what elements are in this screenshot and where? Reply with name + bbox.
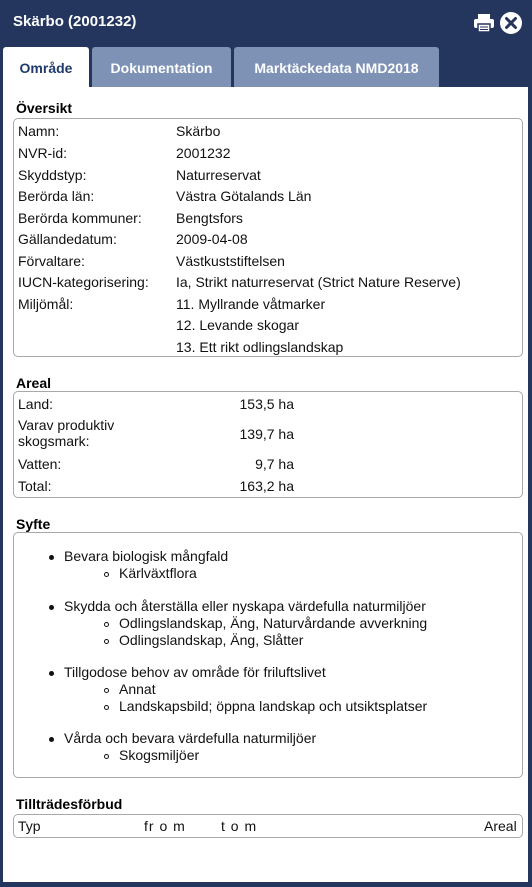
value-berorda-lan: Västra Götalands Län — [176, 188, 312, 204]
print-icon[interactable] — [473, 13, 495, 33]
sub-bullet-ring — [104, 622, 109, 627]
label-land: Land: — [18, 396, 54, 412]
value-berorda-kommuner: Bengtsfors — [176, 210, 243, 226]
sub-bullet-ring — [104, 688, 109, 693]
label-iucn: IUCN-kategorisering: — [18, 274, 149, 290]
purpose-subitem: Odlingslandskap, Äng, Naturvårdande avverkning — [119, 615, 428, 631]
sub-bullet-ring — [104, 572, 109, 577]
purpose-item: Bevara biologisk mångfald — [64, 548, 229, 564]
tab-content — [3, 87, 528, 882]
bullet-dot — [49, 555, 54, 560]
label-nvr-id: NVR-id: — [18, 145, 68, 161]
value-total: 163,2 ha — [239, 478, 294, 494]
purpose-item: Tillgodose behov av område för friluftslivet — [64, 664, 326, 680]
sub-bullet-ring — [104, 639, 109, 644]
value-forvaltare: Västkuststiftelsen — [176, 253, 285, 269]
tab-bar — [0, 47, 532, 87]
purpose-item: Skydda och återställa eller nyskapa värdefulla naturmiljöer — [64, 598, 426, 614]
panel-title: Skärbo (2001232) — [13, 13, 137, 30]
column-header-typ: Typ — [18, 818, 41, 834]
label-berorda-lan: Berörda län: — [18, 188, 95, 204]
value-land: 153,5 ha — [239, 396, 294, 412]
bullet-dot — [49, 737, 54, 742]
value-miljomal-3: 13. Ett rikt odlingslandskap — [176, 339, 344, 355]
purpose-subitem: Landskapsbild; öppna landskap och utsiktsplatser — [119, 698, 428, 714]
purpose-item: Vårda och bevara värdefulla naturmiljöer — [64, 730, 317, 746]
tab-marktackedata[interactable]: Marktäckedata NMD2018 — [234, 47, 439, 87]
section-title-areal: Areal — [16, 375, 52, 391]
purpose-subitem: Kärlväxtflora — [119, 565, 197, 581]
label-namn: Namn: — [18, 123, 60, 139]
value-produktiv: 139,7 ha — [239, 426, 294, 442]
close-icon[interactable] — [499, 11, 523, 35]
sub-bullet-ring — [104, 754, 109, 759]
purpose-subitem: Annat — [119, 681, 156, 697]
value-miljomal-1: 11. Myllrande våtmarker — [176, 296, 326, 312]
tab-omrade[interactable]: Område — [3, 47, 89, 87]
value-vatten: 9,7 ha — [255, 456, 294, 472]
tab-dokumentation[interactable]: Dokumentation — [92, 47, 231, 87]
column-header-areal: Areal — [484, 818, 517, 834]
purpose-subitem: Odlingslandskap, Äng, Slåtter — [119, 632, 304, 648]
value-gallandedatum: 2009-04-08 — [176, 231, 248, 247]
label-total: Total: — [18, 478, 52, 494]
title-bar — [0, 0, 532, 46]
label-miljomal: Miljömål: — [18, 296, 74, 312]
purpose-subitem: Skogsmiljöer — [119, 747, 200, 763]
value-iucn: Ia, Strikt naturreservat (Strict Nature Reserve) — [176, 274, 461, 290]
column-header-tom: t o m — [221, 818, 258, 834]
tilltrade-table — [13, 814, 523, 838]
oversikt-box — [13, 118, 523, 357]
syfte-box — [13, 532, 523, 778]
label-berorda-kommuner: Berörda kommuner: — [18, 210, 142, 226]
section-title-oversikt: Översikt — [16, 100, 73, 116]
label-vatten: Vatten: — [18, 456, 62, 472]
label-produktiv-1: Varav produktiv — [18, 417, 115, 433]
value-miljomal-2: 12. Levande skogar — [176, 317, 299, 333]
value-nvr-id: 2001232 — [176, 145, 231, 161]
bullet-dot — [49, 605, 54, 610]
label-forvaltare: Förvaltare: — [18, 253, 85, 269]
value-skyddstyp: Naturreservat — [176, 167, 261, 183]
section-title-syfte: Syfte — [16, 516, 51, 532]
label-skyddstyp: Skyddstyp: — [18, 167, 87, 183]
bullet-dot — [49, 671, 54, 676]
column-header-from: fr o m — [144, 818, 186, 834]
value-namn: Skärbo — [176, 123, 221, 139]
section-title-tilltrade: Tillträdesförbud — [16, 796, 123, 812]
label-gallandedatum: Gällandedatum: — [18, 231, 117, 247]
areal-box — [13, 391, 523, 498]
sub-bullet-ring — [104, 705, 109, 710]
label-produktiv-2: skogsmark: — [18, 433, 90, 449]
